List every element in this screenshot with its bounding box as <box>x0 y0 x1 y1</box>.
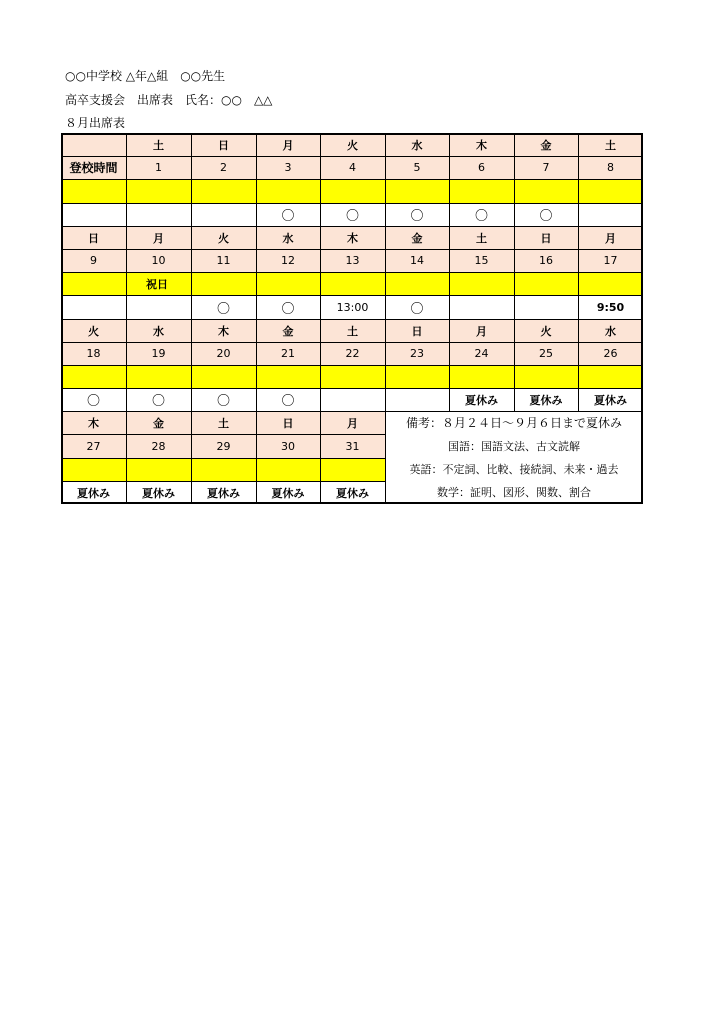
weekday-cell: 火 <box>320 133 385 156</box>
attendance-cell: 〇 <box>385 203 449 226</box>
date-row <box>61 342 643 365</box>
date-cell: 23 <box>385 342 449 365</box>
note-row <box>61 272 643 295</box>
arrival-time-label: 登校時間 <box>61 156 126 179</box>
date-cell: 20 <box>191 342 256 365</box>
date-cell: 13 <box>320 249 385 272</box>
weekday-cell: 日 <box>514 226 578 249</box>
date-row <box>61 249 643 272</box>
note-cell <box>449 272 514 295</box>
weekday-cell: 金 <box>385 226 449 249</box>
attendance-cell: 〇 <box>61 388 126 411</box>
weekday-cell: 月 <box>578 226 643 249</box>
remark-line: 英語：不定詞、比較、接続詞、未来・過去 <box>409 463 619 477</box>
remark-line: 国語：国語文法、古文読解 <box>448 439 580 453</box>
date-cell: 7 <box>514 156 578 179</box>
attendance-cell <box>126 203 191 226</box>
date-cell: 22 <box>320 342 385 365</box>
weekday-cell: 火 <box>514 319 578 342</box>
attendance-row <box>61 295 643 319</box>
date-cell: 28 <box>126 434 191 458</box>
attendance-cell: 〇 <box>191 295 256 319</box>
note-cell <box>320 458 385 481</box>
note-cell <box>61 179 126 203</box>
weekday-cell: 水 <box>256 226 320 249</box>
attendance-cell: 9:50 <box>578 295 643 319</box>
weekday-cell: 木 <box>61 411 126 434</box>
date-cell: 19 <box>126 342 191 365</box>
weekday-cell: 月 <box>449 319 514 342</box>
note-cell <box>126 365 191 388</box>
note-cell <box>256 458 320 481</box>
weekday-cell <box>61 133 126 156</box>
weekday-cell: 金 <box>126 411 191 434</box>
attendance-cell: 〇 <box>256 295 320 319</box>
weekday-cell: 月 <box>320 411 385 434</box>
note-cell <box>61 365 126 388</box>
note-cell <box>191 365 256 388</box>
weekday-cell: 日 <box>256 411 320 434</box>
note-row <box>61 365 643 388</box>
note-cell <box>578 365 643 388</box>
weekday-cell: 月 <box>256 133 320 156</box>
remarks-box <box>385 411 643 504</box>
attendance-cell: 夏休み <box>61 481 126 504</box>
weekday-row <box>61 226 643 249</box>
attendance-cell <box>320 388 385 411</box>
weekday-cell: 火 <box>191 226 256 249</box>
note-cell <box>126 458 191 481</box>
attendance-cell: 夏休み <box>256 481 320 504</box>
date-cell: 8 <box>578 156 643 179</box>
date-cell: 12 <box>256 249 320 272</box>
date-cell: 30 <box>256 434 320 458</box>
note-cell <box>320 365 385 388</box>
date-cell: 4 <box>320 156 385 179</box>
attendance-cell <box>385 388 449 411</box>
weekday-cell: 木 <box>320 226 385 249</box>
attendance-cell: 〇 <box>514 203 578 226</box>
attendance-cell: 夏休み <box>449 388 514 411</box>
attendance-cell <box>61 203 126 226</box>
attendance-calendar <box>61 133 643 504</box>
note-cell: 祝日 <box>126 272 191 295</box>
attendance-cell: 〇 <box>126 388 191 411</box>
date-cell: 6 <box>449 156 514 179</box>
weekday-cell: 土 <box>449 226 514 249</box>
date-row <box>61 156 643 179</box>
note-cell <box>191 458 256 481</box>
weekday-cell: 水 <box>126 319 191 342</box>
remark-line: 備考：８月２４日～９月６日まで夏休み <box>405 416 622 431</box>
weekday-row <box>61 319 643 342</box>
weekday-cell: 金 <box>256 319 320 342</box>
note-cell <box>191 179 256 203</box>
date-cell: 21 <box>256 342 320 365</box>
note-cell <box>514 179 578 203</box>
attendance-cell: 〇 <box>191 388 256 411</box>
attendance-cell: 〇 <box>320 203 385 226</box>
note-cell <box>385 365 449 388</box>
note-cell <box>256 179 320 203</box>
school-class-teacher-line: ○○中学校 △年△組 ○○先生 <box>65 69 226 83</box>
date-cell: 24 <box>449 342 514 365</box>
note-cell <box>61 272 126 295</box>
attendance-cell <box>514 295 578 319</box>
date-cell: 25 <box>514 342 578 365</box>
attendance-cell: 〇 <box>256 388 320 411</box>
month-title: ８月出席表 <box>65 116 126 130</box>
date-cell: 15 <box>449 249 514 272</box>
weekday-cell: 水 <box>578 319 643 342</box>
note-cell <box>385 272 449 295</box>
attendance-cell: 〇 <box>449 203 514 226</box>
note-row <box>61 179 643 203</box>
date-cell: 2 <box>191 156 256 179</box>
date-cell: 18 <box>61 342 126 365</box>
attendance-cell: 夏休み <box>126 481 191 504</box>
note-cell <box>191 272 256 295</box>
weekday-cell: 土 <box>320 319 385 342</box>
attendance-cell <box>61 295 126 319</box>
attendance-row <box>61 203 643 226</box>
note-cell <box>449 179 514 203</box>
attendance-cell: 夏休み <box>578 388 643 411</box>
weekday-cell: 土 <box>191 411 256 434</box>
note-cell <box>514 272 578 295</box>
note-cell <box>449 365 514 388</box>
date-cell: 27 <box>61 434 126 458</box>
weekday-cell: 日 <box>191 133 256 156</box>
date-cell: 16 <box>514 249 578 272</box>
note-cell <box>320 179 385 203</box>
weekday-cell: 火 <box>61 319 126 342</box>
weekday-cell: 木 <box>191 319 256 342</box>
weekday-cell: 土 <box>578 133 643 156</box>
weekday-cell: 月 <box>126 226 191 249</box>
attendance-row <box>61 388 643 411</box>
weekday-cell: 日 <box>385 319 449 342</box>
date-cell: 9 <box>61 249 126 272</box>
attendance-cell: 夏休み <box>191 481 256 504</box>
note-cell <box>256 272 320 295</box>
date-cell: 11 <box>191 249 256 272</box>
date-cell: 1 <box>126 156 191 179</box>
date-cell: 10 <box>126 249 191 272</box>
date-cell: 26 <box>578 342 643 365</box>
attendance-cell: 夏休み <box>514 388 578 411</box>
attendance-cell: 13:00 <box>320 295 385 319</box>
note-cell <box>578 179 643 203</box>
attendance-cell: 〇 <box>385 295 449 319</box>
note-cell <box>385 179 449 203</box>
date-cell: 3 <box>256 156 320 179</box>
note-cell <box>320 272 385 295</box>
attendance-cell <box>578 203 643 226</box>
attendance-cell: 〇 <box>256 203 320 226</box>
attendance-title-name-line: 高卒支援会 出席表 氏名：○○ △△ <box>65 93 273 107</box>
note-cell <box>578 272 643 295</box>
weekday-cell: 木 <box>449 133 514 156</box>
note-cell <box>61 458 126 481</box>
date-cell: 29 <box>191 434 256 458</box>
date-cell: 31 <box>320 434 385 458</box>
weekday-cell: 日 <box>61 226 126 249</box>
note-cell <box>256 365 320 388</box>
note-cell <box>126 179 191 203</box>
attendance-cell <box>191 203 256 226</box>
attendance-cell <box>449 295 514 319</box>
weekday-cell: 土 <box>126 133 191 156</box>
weekday-cell: 金 <box>514 133 578 156</box>
attendance-cell: 夏休み <box>320 481 385 504</box>
date-cell: 5 <box>385 156 449 179</box>
remark-line: 数学：証明、図形、関数、割合 <box>437 486 591 500</box>
attendance-cell <box>126 295 191 319</box>
note-cell <box>514 365 578 388</box>
date-cell: 17 <box>578 249 643 272</box>
weekday-row <box>61 133 643 156</box>
weekday-cell: 水 <box>385 133 449 156</box>
date-cell: 14 <box>385 249 449 272</box>
